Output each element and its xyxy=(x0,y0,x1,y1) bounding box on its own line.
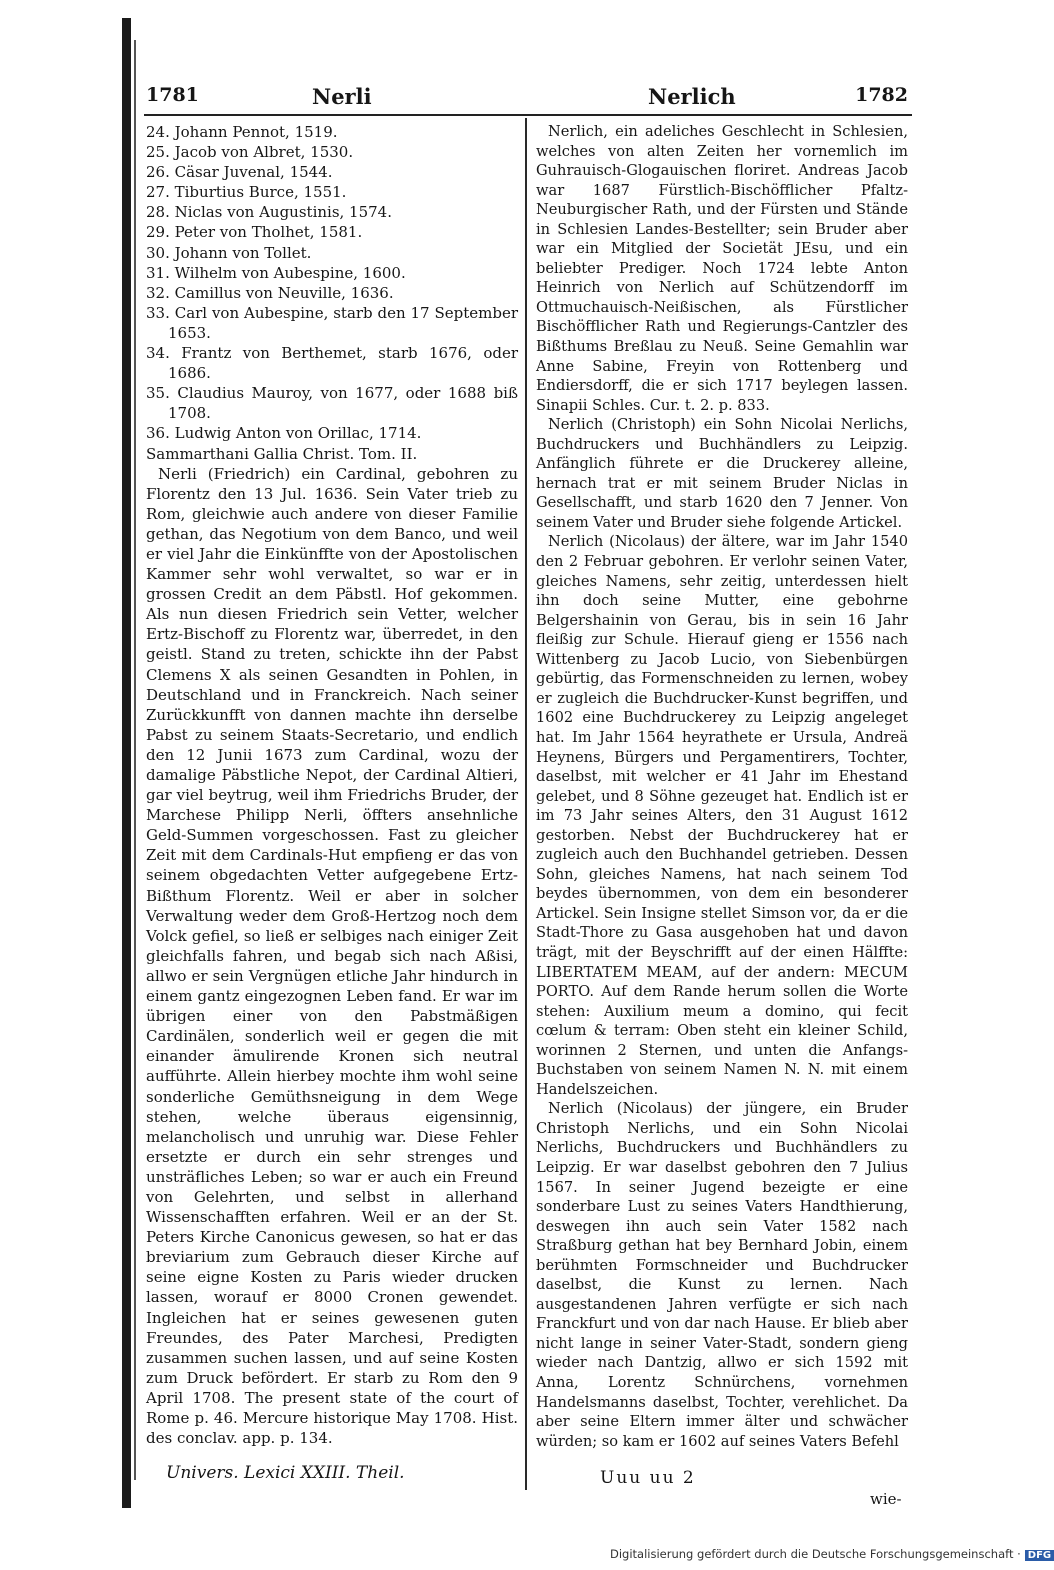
running-head-right: Nerlich xyxy=(648,84,736,109)
footer-text: Digitalisierung gefördert durch die Deutsche Forschungsgemeinschaft · xyxy=(610,1547,1021,1561)
page-number-right: 1782 xyxy=(855,84,908,106)
list-item: 30. Johann von Tollet. xyxy=(146,243,312,262)
running-head-left: Nerli xyxy=(312,84,372,109)
list-item: 32. Camillus von Neuville, 1636. xyxy=(146,283,394,302)
right-column xyxy=(536,122,908,1451)
list-item: 25. Jacob von Albret, 1530. xyxy=(146,143,354,162)
scan-binding-edge xyxy=(122,18,131,1508)
page-number-left: 1781 xyxy=(146,84,199,106)
catchword: wie- xyxy=(870,1490,902,1508)
source-citation: Sammarthani Gallia Christ. Tom. II. xyxy=(146,444,418,463)
list-item: 35. Claudius Mauroy, von 1677, oder 1688 biß 1708. xyxy=(146,384,518,423)
list-item: 27. Tiburtius Burce, 1551. xyxy=(146,183,347,202)
dfg-logo-icon: DFG xyxy=(1025,1550,1054,1561)
left-column xyxy=(146,122,518,1448)
article-nerlich-nicolaus-elder: Nerlich (Nicolaus) der ältere, war im Jahr 1540 den 2 Februar gebohren. Er verlohr seinen Vater, gleiches Namens, sehr zeitig, unterdessen hielt ihn doch seine Mutter, eine gebohrne Belgershainin von Gerau, bis in sein 16 Jahr fleißig zur Schule. Hierauf gieng er 1556 nach Wittenberg zu Jacob Lucio, von Siebenbürgen gebürtig, das Formenschneiden zu lernen, wobey er zugleich die Buchdrucker-Kunst begriffen, und 1602 eine Buchdruckerey zu Leipzig angeleget hat. Im Jahr 1564 heyrathete er Ursula, Andreä Heynens, Bürgers und Pergamentirers, Tochter, daselbst, mit welcher er 41 Jahr im Ehestand gelebet, und 8 Söhne gezeuget hat. Endlich ist er im 73 Jahr seines Alters, den 31 August 1612 gestorben. Nebst der Buchdruckerey hat er zugleich auch den Buchhandel getrieben. Dessen Sohn, gleiches Namens, hat nach seinem Tod beydes übernommen, von dem ein besonderer Artickel. Sein Insigne stellet Simson vor, da er die Stadt-Thore zu Gasa ausgehoben hat und davon trägt, mit der Beyschrifft auf der einen Hälffte: LIBERTATEM MEAM, auf der andern: MECUM PORTO. Auf dem Rande herum sollen die Worte stehen: Auxilium meum a domino, qui fecit cœlum & terram: Oben steht ein kleiner Schild, worinnen 2 Sternen, und unten die Anfangs-Buchstaben von seinem Namen N. N. mit einem Handelszeichen. xyxy=(536,533,908,1098)
list-item: 28. Niclas von Augustinis, 1574. xyxy=(146,203,392,222)
printer-signature: Uuu uu 2 xyxy=(600,1468,696,1488)
bishop-list xyxy=(146,122,518,444)
list-item: 26. Cäsar Juvenal, 1544. xyxy=(146,163,333,182)
digitization-footer xyxy=(610,1547,1054,1561)
column-separator xyxy=(525,118,527,1490)
list-item: 36. Ludwig Anton von Orillac, 1714. xyxy=(146,424,422,443)
volume-signature-line: Univers. Lexici XXIII. Theil. xyxy=(166,1463,405,1483)
list-item: 31. Wilhelm von Aubespine, 1600. xyxy=(146,263,406,282)
article-nerlich-family: Nerlich, ein adeliches Geschlecht in Schlesien, welches von alten Zeiten her vornemlich im Guhrauisch-Glogauischen floriret. Andreas Jacob war 1687 Fürstlich-Bischöfflicher Pfaltz-Neuburgischer Rath, und der Fürsten und Stände in Schlesien Landes-Bestellter; sein Bruder aber war ein Mitglied der Societät JEsu, und ein beliebter Prediger. Noch 1724 lebte Anton Heinrich von Nerlich auf Schützendorff im Ottmuchauisch-Neißischen, als Fürstlicher Bischöfflicher Rath und Regierungs-Cantzler des Bißthums Breßlau zu Neuß. Seine Gemahlin war Anne Sabine, Freyin von Rottenberg und Endiersdorff, die er sich 1717 beylegen lassen. Sinapii Schles. Cur. t. 2. p. 833. xyxy=(536,123,908,414)
list-item: 34. Frantz von Berthemet, starb 1676, oder 1686. xyxy=(146,344,518,383)
list-item: 29. Peter von Tholhet, 1581. xyxy=(146,223,363,242)
article-nerlich-nicolaus-younger: Nerlich (Nicolaus) der jüngere, ein Bruder Christoph Nerlichs, und ein Sohn Nicolai Nerlichs, Buchdruckers und Buchhändlers zu Leipzig. Er war daselbst gebohren den 7 Julius 1567. In seiner Jugend bezeigte er eine sonderbare Lust zu seines Vaters Handthierung, deswegen ihn auch sein Vater 1582 nach Straßburg gethan hat bey Bernhard Jobin, einem berühmten Formschneider und Buchdrucker daselbst, die Kunst zu lernen. Nach ausgestandenen Jahren verfügte er sich nach Franckfurt und von dar nach Hause. Er blieb aber nicht lange in seiner Vater-Stadt, sondern gieng wieder nach Dantzig, allwo er sich 1592 mit Anna, Lorentz Schnürchens, vornehmen Handelsmanns daselbst, Tochter, verehlichet. Da aber seine Eltern immer älter und schwächer würden; so kam er 1602 auf seines Vaters Befehl xyxy=(536,1100,908,1450)
header-rule xyxy=(144,114,912,116)
list-item: 33. Carl von Aubespine, starb den 17 September 1653. xyxy=(146,303,518,342)
article-nerlich-christoph: Nerlich (Christoph) ein Sohn Nicolai Nerlichs, Buchdruckers und Buchhändlers zu Leipzig. Anfänglich führete er die Druckerey alleine, hernach trat er mit seinem Bruder Niclas in Gesellschafft, und starb 1620 den 7 Jenner. Von seinem Vater und Bruder siehe folgende Artickel. xyxy=(536,416,908,531)
article-nerli-friedrich: Nerli (Friedrich) ein Cardinal, gebohren zu Florentz den 13 Jul. 1636. Sein Vater trieb zu Rom, gleichwie auch andere von dieser Familie gethan, das Negotium von dem Banco, und weil er viel Jahr die Einkünffte von der Apostolischen Kammer sehr wohl verwaltet, so war er in grossen Credit an dem Päbstl. Hof gekommen. Als nun diesen Friedrich sein Vetter, welcher Ertz-Bischoff zu Florentz war, überredet, in den geistl. Stand zu treten, schickte ihn der Pabst Clemens X als seinen Gesandten in Pohlen, in Deutschland und in Franckreich. Nach seiner Zurückkunfft von dannen machte ihn derselbe Pabst zu seinem Staats-Secretario, und endlich den 12 Junii 1673 zum Cardinal, wozu der damalige Päbstliche Nepot, der Cardinal Altieri, gar viel beytrug, weil ihm Friedrichs Bruder, der Marchese Philipp Nerli, öffters ansehnliche Geld-Summen vorgeschossen. Fast zu gleicher Zeit mit dem Cardinals-Hut empfieng er das von seinem obgedachten Vetter aufgegebene Ertz-Bißthum Florentz. Weil er aber in solcher Verwaltung weder dem Groß-Hertzog noch dem Volck gefiel, so ließ er selbiges nach einiger Zeit gleichfalls fahren, und begab sich nach Aßisi, allwo er sein Vergnügen etliche Jahr hindurch in einem gantz eingezognen Leben fand. Er war im übrigen einer von den Pabstmäßigen Cardinälen, sonderlich weil er gegen die mit einander ämulirende Kronen sich neutral aufführte. Allein hierbey mochte ihm wohl seine sonderliche Gemüthsneigung in dem Wege stehen, welche überaus eigensinnig, melancholisch und unruhig war. Diese Fehler ersetzte er durch ein sehr strenges und unsträfliches Leben; so war er auch ein Freund von Gelehrten, und selbst in allerhand Wissenschafften erfahren. Weil er an der St. Peters Kirche Canonicus gewesen, so hat er das breviarium zum Gebrauch dieser Kirche auf seine eigne Kosten zu Paris wieder drucken lassen, worauf er 8000 Cronen gewendet. Ingleichen hat er seines gewesenen guten Freundes, des Pater Marchesi, Predigten zusammen suchen lassen, und auf seine Kosten zum Druck befördert. Er starb zu Rom den 9 April 1708. The present state of the court of Rome p. 46. Mercure historique May 1708. Hist. des conclav. app. p. 134. xyxy=(146,464,518,1448)
scan-binding-shadow xyxy=(134,40,136,1480)
list-item: 24. Johann Pennot, 1519. xyxy=(146,123,338,141)
page-header xyxy=(142,84,914,112)
